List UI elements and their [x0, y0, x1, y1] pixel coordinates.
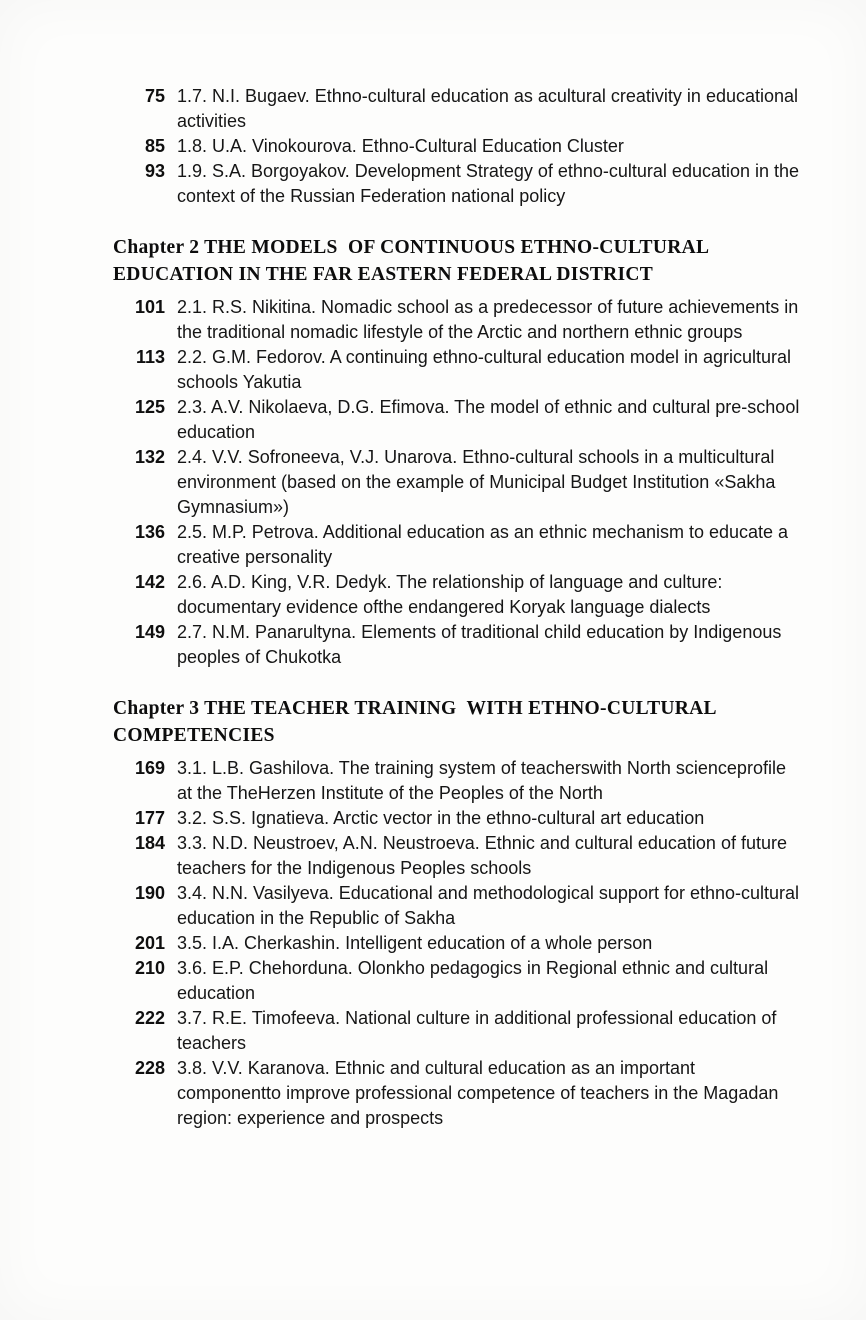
entry-title: 3.1. L.B. Gashilova. The training system of teacherswith North scienceprofile at the TheHerzen Institute of the Peoples of the North: [177, 758, 786, 803]
page-number: 142: [134, 572, 165, 592]
page-number: 169: [134, 758, 165, 778]
entry-title: 2.7. N.M. Panarultyna. Elements of traditional child education by Indigenous peoples of Chukotka: [177, 622, 782, 667]
table-of-contents: [113, 84, 803, 1131]
entry-title: 3.2. S.S. Ignatieva. Arctic vector in the ethno-cultural art education: [177, 808, 705, 828]
page-number: 184: [134, 833, 165, 853]
entry-title: 1.9. S.A. Borgoyakov. Development Strategy of ethno-cultural education in the context of the Russian Federation national policy: [177, 161, 800, 206]
page-number: 222: [134, 1008, 165, 1028]
toc-entry: [113, 395, 803, 445]
chapter-heading: Chapter 2 THE MODELS OF CONTINUOUS ETHNO-CULTURAL EDUCATION IN THE FAR EASTERN FEDERAL DISTRICT: [113, 237, 714, 285]
toc-entry: [113, 345, 803, 395]
page-number: 125: [134, 397, 165, 417]
toc-entry: [113, 831, 803, 881]
toc-entry: [113, 84, 803, 134]
toc-entry: [113, 1056, 803, 1131]
entry-title: 3.4. N.N. Vasilyeva. Educational and methodological support for ethno-cultural education in the Republic of Sakha: [177, 883, 800, 928]
entry-title: 2.2. G.M. Fedorov. A continuing ethno-cultural education model in agricultural schools Yakutia: [177, 347, 792, 392]
toc-entry: [113, 620, 803, 670]
entry-title: 3.5. I.A. Cherkashin. Intelligent education of a whole person: [177, 933, 653, 953]
toc-entry: [113, 956, 803, 1006]
page-number: 149: [134, 622, 165, 642]
page-number: 132: [134, 447, 165, 467]
page-number: 201: [134, 933, 165, 953]
entry-title: 2.4. V.V. Sofroneeva, V.J. Unarova. Ethno-cultural schools in a multicultural environment (based on the example of Municipal Budget Institution «Sakha Gymnasium»): [177, 447, 776, 517]
toc-entry: [113, 520, 803, 570]
page-number: 136: [134, 522, 165, 542]
entry-title: 1.7. N.I. Bugaev. Ethno-cultural education as acultural creativity in educational activities: [177, 86, 799, 131]
page-number: 93: [144, 161, 165, 181]
toc-entry: [113, 931, 803, 956]
chapter-heading: Chapter 3 THE TEACHER TRAINING WITH ETHNO-CULTURAL COMPETENCIES: [113, 698, 721, 746]
toc-entry: [113, 806, 803, 831]
toc-entry: [113, 570, 803, 620]
entry-title: 3.8. V.V. Karanova. Ethnic and cultural education as an important componentto improve professional competence of teachers in the Magadan region: experience and prospects: [177, 1058, 779, 1128]
toc-entry: [113, 756, 803, 806]
toc-entry: [113, 134, 803, 159]
entry-title: 2.6. A.D. King, V.R. Dedyk. The relationship of language and culture: documentary evidence ofthe endangered Koryak language dialects: [177, 572, 723, 617]
entry-title: 1.8. U.A. Vinokourova. Ethno-Cultural Education Cluster: [177, 136, 624, 156]
toc-entry: [113, 445, 803, 520]
page-number: 75: [144, 86, 165, 106]
page-number: 210: [134, 958, 165, 978]
entry-title: 3.7. R.E. Timofeeva. National culture in additional professional education of teachers: [177, 1008, 777, 1053]
entry-title: 2.5. M.P. Petrova. Additional education as an ethnic mechanism to educate a creative personality: [177, 522, 789, 567]
entry-title: 3.3. N.D. Neustroev, A.N. Neustroeva. Ethnic and cultural education of future teachers for the Indigenous Peoples schools: [177, 833, 787, 878]
toc-entry: [113, 1006, 803, 1056]
page-number: 190: [134, 883, 165, 903]
page-number: 85: [144, 136, 165, 156]
page-number: 101: [134, 297, 165, 317]
entry-title: 2.1. R.S. Nikitina. Nomadic school as a predecessor of future achievements in the traditional nomadic lifestyle of the Arctic and northern ethnic groups: [177, 297, 799, 342]
page-number: 228: [134, 1058, 165, 1078]
toc-entry: [113, 159, 803, 209]
toc-entry: [113, 295, 803, 345]
page-number: 113: [135, 347, 165, 367]
entry-title: 2.3. A.V. Nikolaeva, D.G. Efimova. The model of ethnic and cultural pre-school education: [177, 397, 800, 442]
page-number: 177: [134, 808, 165, 828]
toc-entry: [113, 881, 803, 931]
entry-title: 3.6. E.P. Chehorduna. Olonkho pedagogics in Regional ethnic and cultural education: [177, 958, 769, 1003]
